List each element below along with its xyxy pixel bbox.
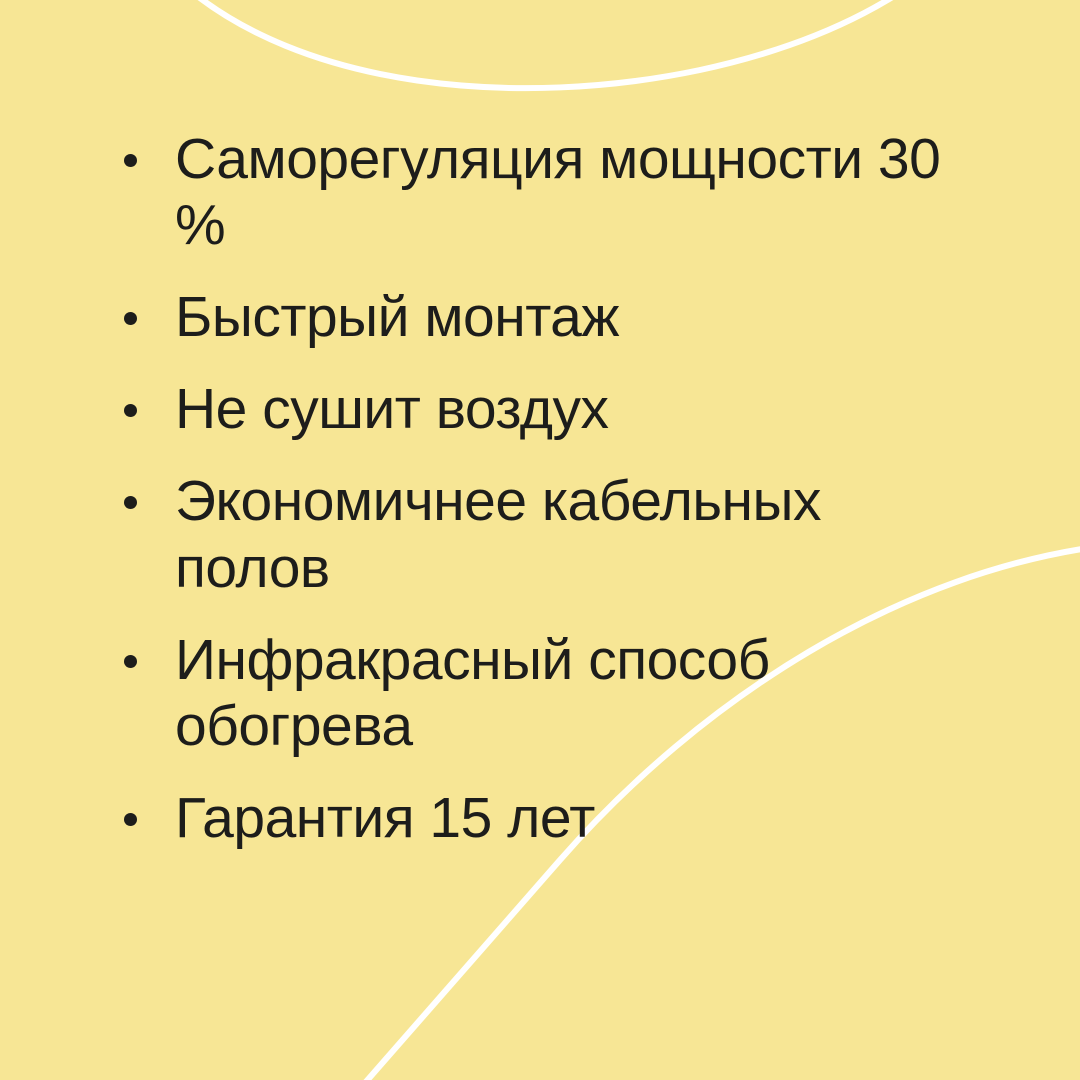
bullet-dot-icon — [124, 404, 137, 417]
list-item — [112, 468, 960, 600]
list-item-label: Гарантия 15 лет — [175, 785, 595, 850]
bullet-dot-icon — [124, 655, 137, 668]
bullet-dot-icon — [124, 813, 137, 826]
list-item-label: Быстрый монтаж — [175, 285, 619, 350]
list-item-label: Экономичнее кабельных полов — [175, 469, 821, 600]
list-item — [112, 627, 960, 759]
bullet-dot-icon — [124, 154, 137, 167]
bullet-dot-icon — [124, 312, 137, 325]
list-item — [112, 376, 960, 442]
list-item-label: Инфракрасный способ обогрева — [175, 627, 770, 758]
list-item-label: Саморегуляция мощности 30 % — [175, 127, 941, 258]
list-item-label: Не сушит воздух — [175, 377, 609, 442]
list-item — [112, 284, 960, 350]
list-item — [112, 785, 960, 851]
bullet-dot-icon — [124, 496, 137, 509]
feature-list — [112, 126, 960, 851]
list-item — [112, 126, 960, 258]
